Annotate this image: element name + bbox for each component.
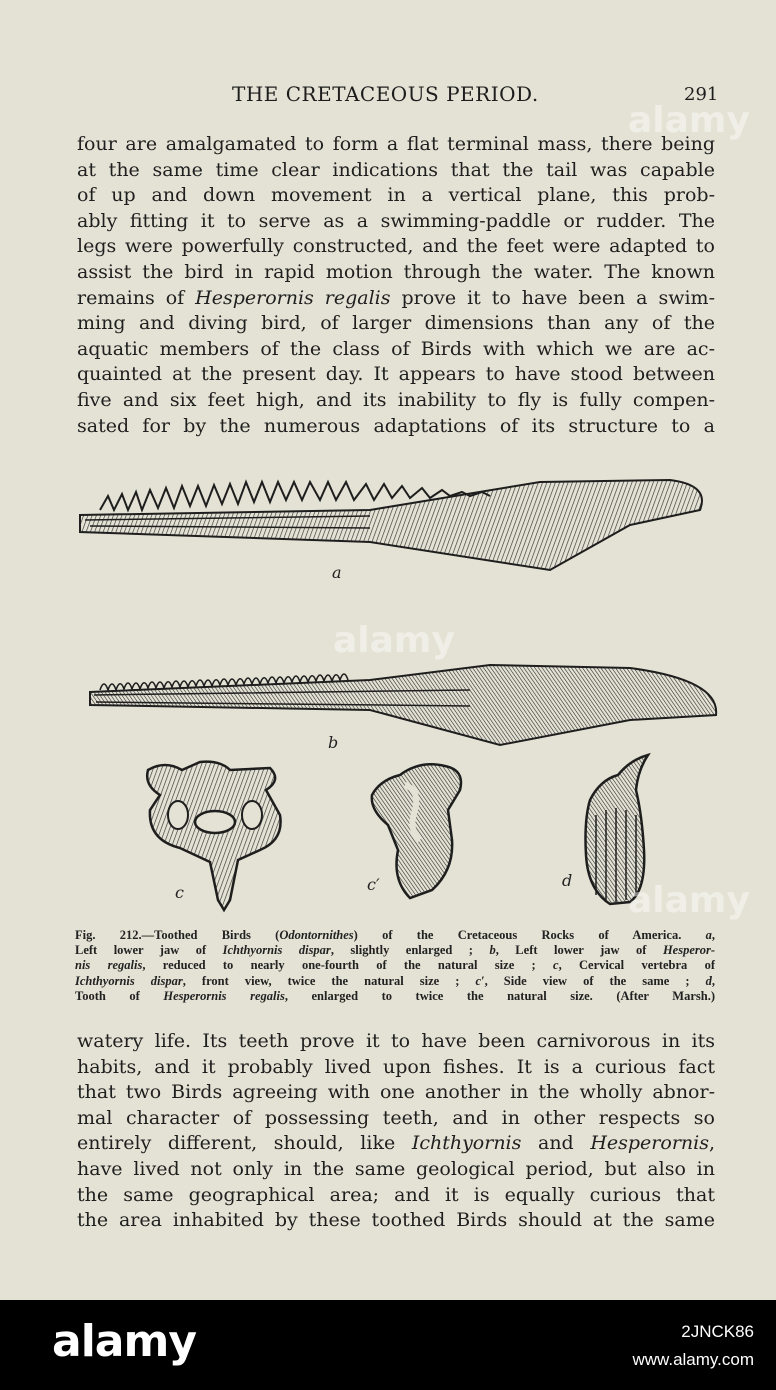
text-line: that two Birds agreeing with one another in the wholly abnor- (77, 1081, 715, 1104)
brand-logo: alamy (52, 1316, 196, 1367)
text-line: the area inhabited by these toothed Birds should at the same (77, 1209, 715, 1232)
paragraph-bottom (77, 1029, 715, 1234)
text-line: assist the bird in rapid motion through the water. The known (77, 260, 715, 283)
watermark: alamy (628, 880, 750, 921)
jaw-b-drawing (90, 665, 716, 745)
text-line: ming and diving bird, of larger dimensions than any of the (77, 312, 715, 335)
label-c-prime: c′ (367, 875, 380, 894)
text-line: legs were powerfully constructed, and the feet were adapted to (77, 235, 715, 258)
text-line: ably fitting it to serve as a swimming-paddle or rudder. The (77, 209, 715, 232)
text-line: the same geographical area; and it is equally curious that (77, 1183, 715, 1206)
label-b: b (328, 733, 339, 752)
running-title: THE CRETACEOUS PERIOD. (232, 82, 539, 106)
text-line: aquatic members of the class of Birds with which we are ac- (77, 337, 715, 360)
text-line: mal character of possessing teeth, and in other respects so (77, 1106, 715, 1129)
text-line: have lived not only in the same geological period, but also in (77, 1157, 715, 1180)
page-number: 291 (684, 84, 719, 105)
jaw-a-drawing (80, 480, 702, 570)
text-line: four are amalgamated to form a flat terminal mass, there being (77, 133, 715, 155)
watermark: alamy (333, 620, 455, 661)
image-id: 2JNCK86 (681, 1322, 754, 1341)
label-c: c (175, 883, 184, 902)
site-url[interactable]: www.alamy.com (632, 1350, 754, 1369)
text-line: habits, and it probably lived upon fishes. It is a curious fact (77, 1055, 715, 1078)
figure-caption (75, 928, 715, 1004)
text-line: five and six feet high, and its inability to fly is fully compen- (77, 388, 715, 411)
text-line: at the same time clear indications that the tail was capable (77, 158, 715, 181)
label-a: a (332, 563, 342, 582)
figure-toothed-birds (70, 470, 730, 930)
text-line: quainted at the present day. It appears to have stood between (77, 363, 715, 386)
text-line: Tooth of Hesperornis regalis, enlarged to twice the natural size. (After Marsh.) (75, 988, 715, 1003)
text-line: remains of Hesperornis regalis prove it to have been a swim- (77, 286, 715, 309)
fossil-illustration (70, 470, 730, 930)
text-line: Left lower jaw of Ichthyornis dispar, slightly enlarged ; b, Left lower jaw of Hesperor- (75, 943, 715, 958)
vertebra-c-prime-drawing (372, 764, 461, 898)
text-line: entirely different, should, like Ichthyornis and Hesperornis, (77, 1132, 715, 1155)
text-line: nis regalis, reduced to nearly one-fourth of the natural size ; c, Cervical vertebra of (75, 958, 715, 973)
text-line: of up and down movement in a vertical plane, this prob- (77, 184, 715, 207)
text-line: watery life. Its teeth prove it to have been carnivorous in its (77, 1030, 715, 1052)
watermark: alamy (628, 100, 750, 141)
vertebra-c-drawing (147, 762, 280, 910)
text-line: Fig. 212.—Toothed Birds (Odontornithes) of the Cretaceous Rocks of America. a, (75, 928, 715, 942)
label-d: d (562, 871, 573, 890)
paragraph-top (77, 132, 715, 439)
text-line: Ichthyornis dispar, front view, twice the natural size ; c′, Side view of the same ; d, (75, 973, 715, 988)
stock-footer (0, 1300, 776, 1390)
text-line: sated for by the numerous adaptations of its structure to a (77, 414, 715, 437)
